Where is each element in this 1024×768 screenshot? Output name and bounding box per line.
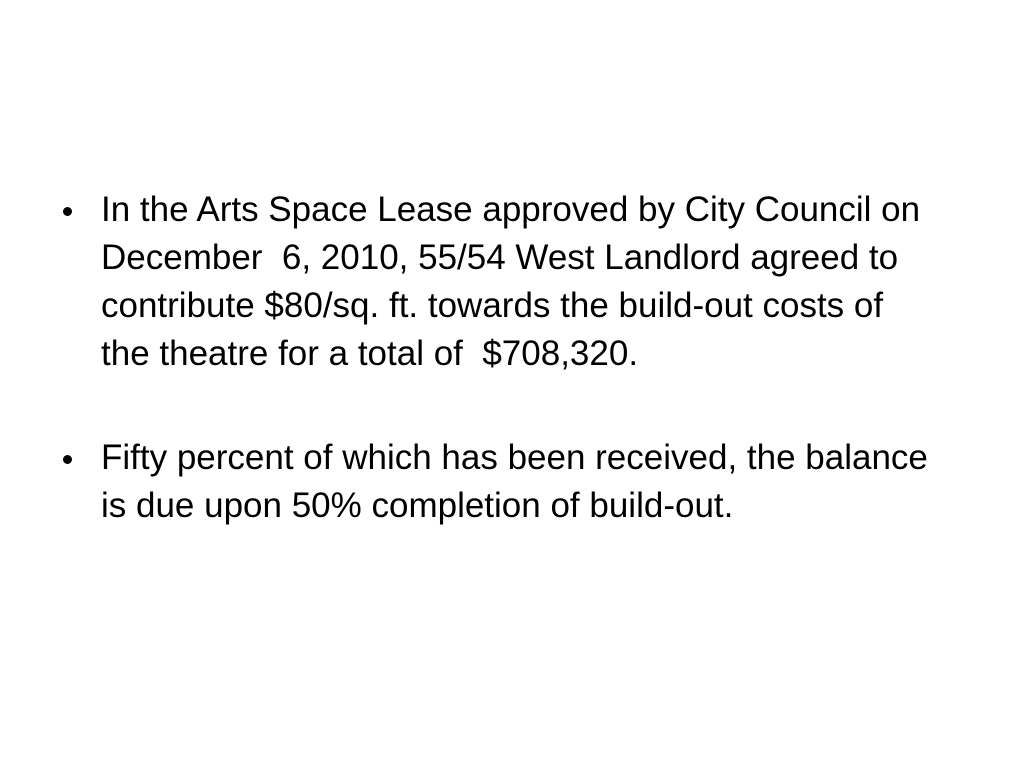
bullet-text-line: the theatre for a total of $708,320.: [101, 334, 639, 373]
bullet-list: [101, 186, 1001, 586]
bullet-text-line: December 6, 2010, 55/54 West Landlord agreed to: [101, 238, 899, 277]
bullet-text-line: Fifty percent of which has been received, the balance: [101, 438, 928, 477]
bullet-text-line: contribute $80/sq. ft. towards the build-out costs of: [101, 286, 884, 325]
bullet-icon: [63, 207, 72, 216]
bullet-item-lease-terms: [101, 186, 1001, 378]
bullet-text-line: is due upon 50% completion of build-out.: [101, 486, 734, 525]
bullet-item-payment-status: [101, 434, 1001, 530]
bullet-text-line: In the Arts Space Lease approved by City Council on: [101, 190, 921, 229]
bullet-icon: [63, 455, 72, 464]
